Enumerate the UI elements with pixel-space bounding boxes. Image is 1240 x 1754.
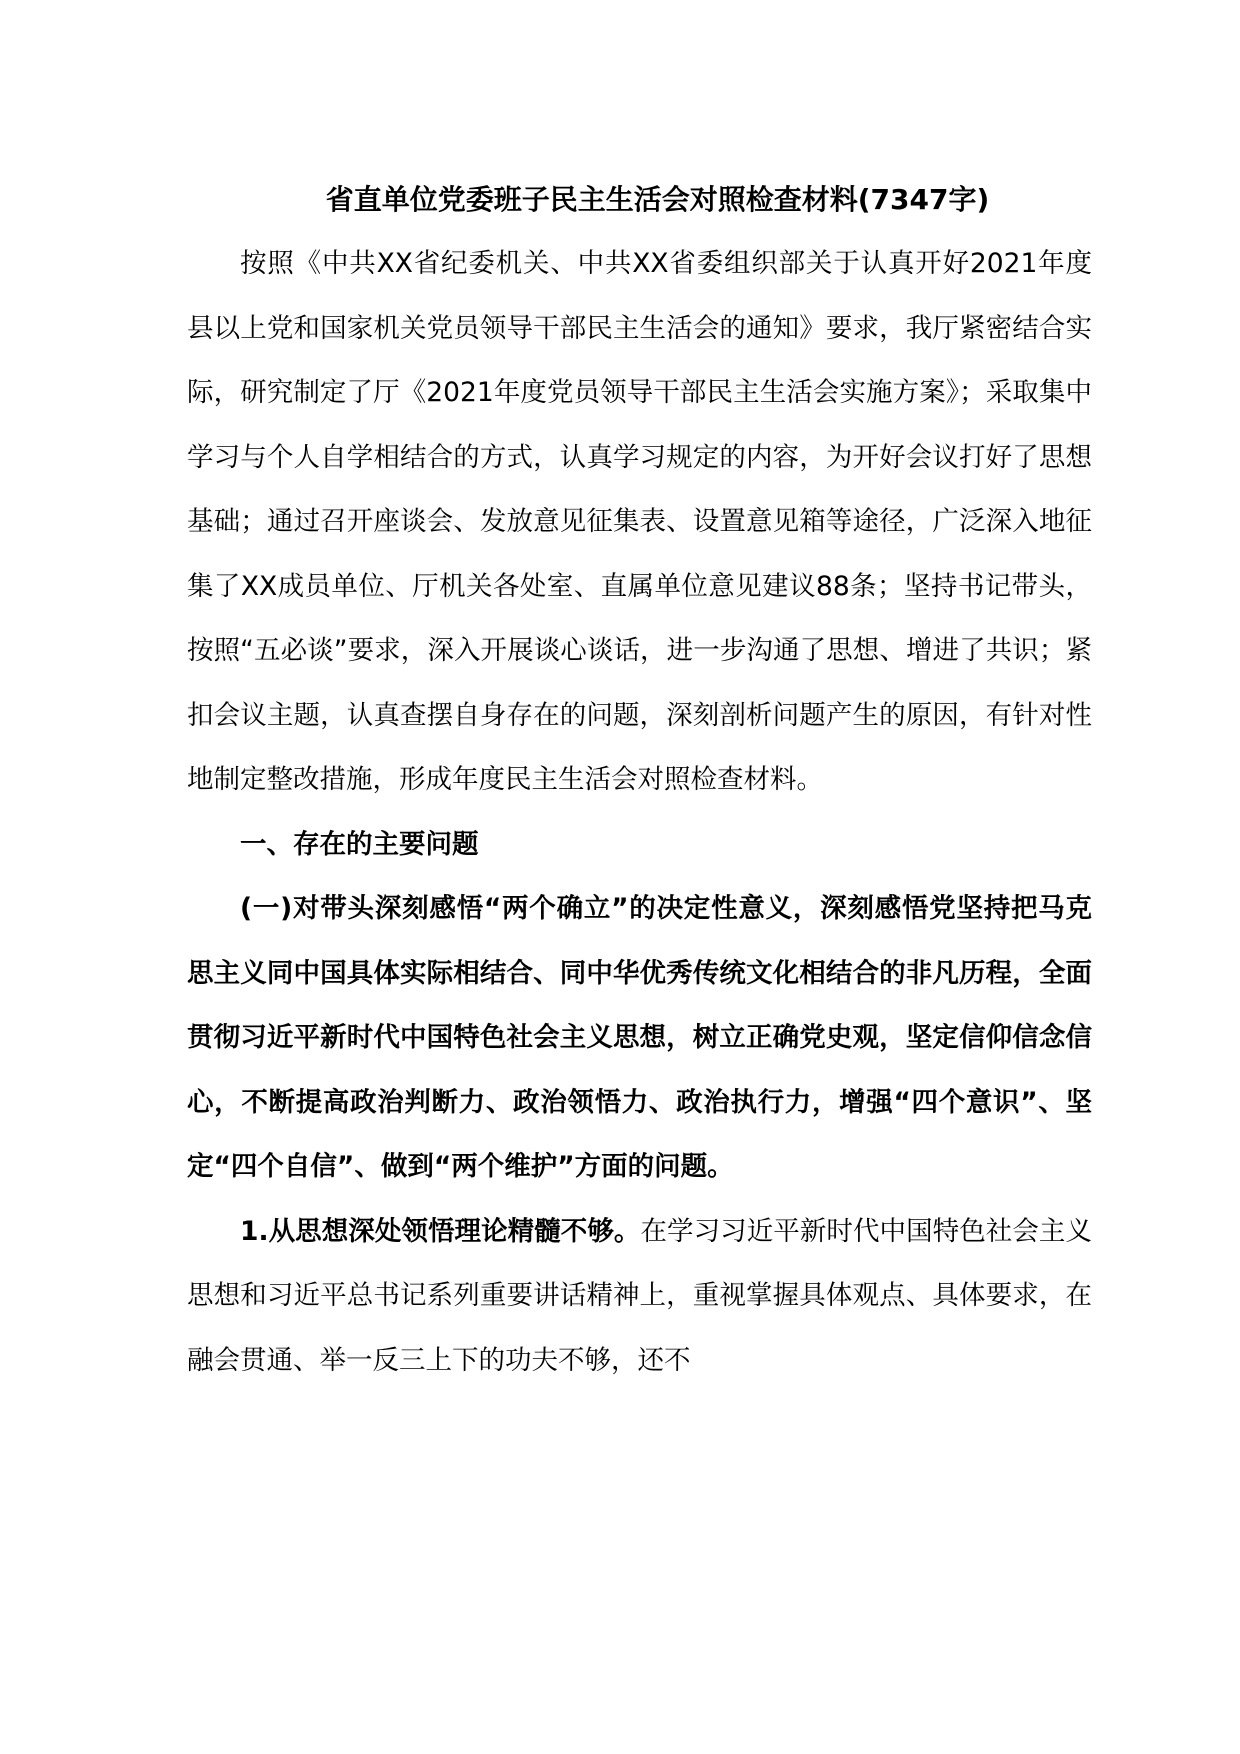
subsection-heading: (一)对带头深刻感悟“两个确立”的决定性意义，深刻感悟党坚持把马克思主义同中国具体实际相结合、同中华优秀传统文化相结合的非凡历程，全面贯彻习近平新时代中国特色社会主义思想，树立正确党史观，坚定信仰信念信心，不断提高政治判断力、政治领悟力、政治执行力，增强“四个意识”、坚定“四个自信”、做到“两个维护”方面的问题。 <box>187 893 1092 1182</box>
section-heading: 一、存在的主要问题 <box>240 828 479 860</box>
document-title: 省直单位党委班子民主生活会对照检查材料(7347字) <box>325 183 990 216</box>
document-page <box>187 168 1092 1393</box>
item-1-lead: 1.从思想深处领悟理论精髓不够。 <box>240 1215 641 1247</box>
item-1-text: 在学习习近平新时代中国特色社会主义思想和习近平总书记系列重要讲话精神上，重视掌握具体观点、具体要求，在融会贯通、举一反三上下的功夫不够，还不 <box>187 1215 1092 1376</box>
item-1-paragraph <box>187 1200 1092 1394</box>
intro-paragraph: 按照《中共XX省纪委机关、中共XX省委组织部关于认真开好2021年度县以上党和国家机关党员领导干部民主生活会的通知》要求，我厅紧密结合实际，研究制定了厅《2021年度党员领导干部民主生活会实施方案》；采取集中学习与个人自学相结合的方式，认真学习规定的内容，为开好会议打好了思想基础；通过召开座谈会、发放意见征集表、设置意见箱等途径，广泛深入地征集了XX成员单位、厅机关各处室、直属单位意见建议88条；坚持书记带头，按照“五必谈”要求，深入开展谈心谈话，进一步沟通了思想、增进了共识；紧扣会议主题，认真查摆自身存在的问题，深刻剖析问题产生的原因，有针对性地制定整改措施，形成年度民主生活会对照检查材料。 <box>187 248 1092 795</box>
